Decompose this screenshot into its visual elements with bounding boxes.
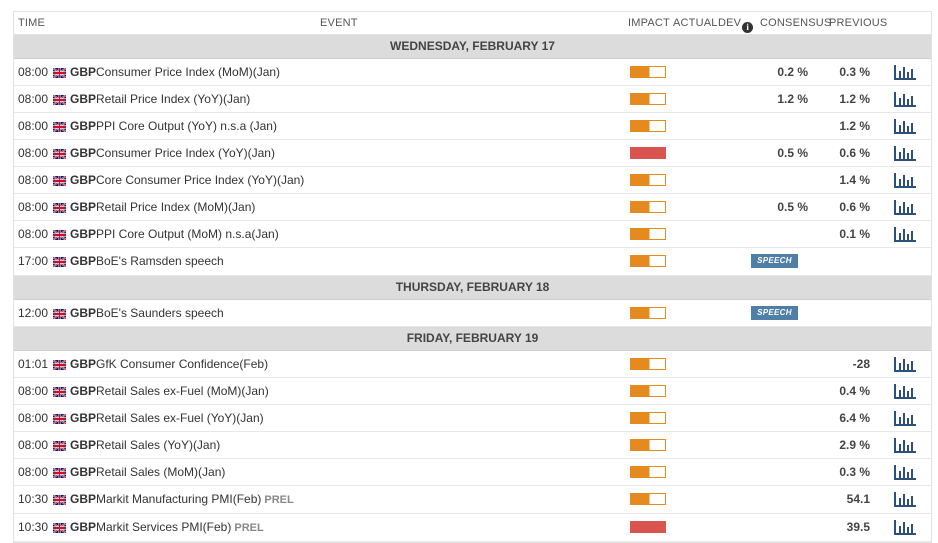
currency-code: GBP xyxy=(70,119,97,133)
event-time: 08:00 xyxy=(18,227,49,241)
uk-flag-icon xyxy=(53,175,66,185)
event-time: 08:00 xyxy=(18,438,49,452)
event-time: 12:00 xyxy=(18,306,49,320)
currency-code: GBP xyxy=(70,254,97,268)
previous-value: -28 xyxy=(852,357,870,371)
event-row[interactable] xyxy=(14,86,931,113)
event-time: 08:00 xyxy=(18,119,49,133)
event-name-text: BoE's Saunders speech xyxy=(96,306,224,320)
event-row[interactable] xyxy=(14,405,931,432)
currency-code: GBP xyxy=(70,438,97,452)
event-time: 08:00 xyxy=(18,411,49,425)
event-time: 08:00 xyxy=(18,146,49,160)
bar-chart-icon[interactable] xyxy=(894,64,916,80)
event-time: 08:00 xyxy=(18,384,49,398)
bar-chart-icon[interactable] xyxy=(894,356,916,372)
previous-value: 54.1 xyxy=(846,492,870,506)
speech-badge: SPEECH xyxy=(751,254,798,268)
col-dev[interactable] xyxy=(718,17,750,32)
event-note: PREL xyxy=(264,494,294,506)
event-time: 08:00 xyxy=(18,173,49,187)
currency-code: GBP xyxy=(70,227,97,241)
impact-medium-indicator xyxy=(630,385,666,397)
event-name[interactable] xyxy=(96,92,250,106)
event-row[interactable] xyxy=(14,167,931,194)
event-time: 08:00 xyxy=(18,92,49,106)
currency-code: GBP xyxy=(70,173,97,187)
event-name-text: Consumer Price Index (YoY)(Jan) xyxy=(96,146,275,160)
impact-medium-indicator xyxy=(630,93,666,105)
event-row[interactable] xyxy=(14,248,931,276)
previous-value: 1.4 % xyxy=(839,173,870,187)
bar-chart-icon[interactable] xyxy=(894,118,916,134)
event-name-text: Retail Sales ex-Fuel (MoM)(Jan) xyxy=(96,384,269,398)
uk-flag-icon xyxy=(53,67,66,77)
event-row[interactable] xyxy=(14,113,931,140)
bar-chart-icon[interactable] xyxy=(894,199,916,215)
event-name[interactable] xyxy=(96,465,225,479)
bar-chart-icon[interactable] xyxy=(894,383,916,399)
currency-code: GBP xyxy=(70,384,97,398)
impact-medium-indicator xyxy=(630,466,666,478)
info-icon[interactable]: i xyxy=(742,22,753,33)
event-row[interactable] xyxy=(14,140,931,167)
impact-high-indicator xyxy=(630,147,666,159)
col-consensus[interactable]: CONSENSUS xyxy=(760,17,832,29)
uk-flag-icon xyxy=(53,148,66,158)
event-name[interactable] xyxy=(96,520,264,534)
bar-chart-icon[interactable] xyxy=(894,437,916,453)
uk-flag-icon xyxy=(53,229,66,239)
bar-chart-icon[interactable] xyxy=(894,410,916,426)
uk-flag-icon xyxy=(53,522,66,532)
uk-flag-icon xyxy=(53,386,66,396)
event-name-text: Retail Sales (MoM)(Jan) xyxy=(96,465,226,479)
event-row[interactable] xyxy=(14,432,931,459)
event-row[interactable] xyxy=(14,300,931,327)
economic-calendar xyxy=(13,11,932,543)
currency-code: GBP xyxy=(70,492,97,506)
bar-chart-icon[interactable] xyxy=(894,519,916,535)
currency-code: GBP xyxy=(70,357,97,371)
col-time[interactable]: TIME xyxy=(18,17,46,29)
impact-medium-indicator xyxy=(630,228,666,240)
event-name-text: Markit Manufacturing PMI(Feb) xyxy=(96,492,262,506)
impact-medium-indicator xyxy=(630,174,666,186)
uk-flag-icon xyxy=(53,413,66,423)
bar-chart-icon[interactable] xyxy=(894,91,916,107)
bar-chart-icon[interactable] xyxy=(894,464,916,480)
currency-code: GBP xyxy=(70,65,97,79)
event-time: 17:00 xyxy=(18,254,49,268)
event-name[interactable] xyxy=(96,119,277,133)
previous-value: 0.6 % xyxy=(839,200,870,214)
impact-medium-indicator xyxy=(630,358,666,370)
event-row[interactable] xyxy=(14,59,931,86)
event-name[interactable] xyxy=(96,254,224,268)
event-name[interactable] xyxy=(96,438,220,452)
previous-value: 0.3 % xyxy=(839,465,870,479)
impact-medium-indicator xyxy=(630,307,666,319)
impact-medium-indicator xyxy=(630,439,666,451)
uk-flag-icon xyxy=(53,94,66,104)
bar-chart-icon[interactable] xyxy=(894,491,916,507)
impact-medium-indicator xyxy=(630,412,666,424)
uk-flag-icon xyxy=(53,494,66,504)
event-name[interactable] xyxy=(96,65,280,79)
calendar-body xyxy=(14,35,931,542)
currency-code: GBP xyxy=(70,520,97,534)
previous-value: 0.3 % xyxy=(839,65,870,79)
col-actual[interactable]: ACTUAL xyxy=(673,17,718,29)
event-name[interactable] xyxy=(96,492,294,506)
event-name[interactable] xyxy=(96,384,269,398)
impact-medium-indicator xyxy=(630,201,666,213)
previous-value: 0.1 % xyxy=(839,227,870,241)
uk-flag-icon xyxy=(53,121,66,131)
event-row[interactable] xyxy=(14,194,931,221)
event-name[interactable] xyxy=(96,146,275,160)
event-name-text: Retail Price Index (MoM)(Jan) xyxy=(96,200,256,214)
event-name[interactable] xyxy=(96,200,255,214)
event-time: 08:00 xyxy=(18,465,49,479)
event-name[interactable] xyxy=(96,227,279,241)
event-name-text: Retail Sales (YoY)(Jan) xyxy=(96,438,221,452)
event-name[interactable] xyxy=(96,173,304,187)
event-name-text: Retail Sales ex-Fuel (YoY)(Jan) xyxy=(96,411,264,425)
currency-code: GBP xyxy=(70,411,97,425)
event-row[interactable] xyxy=(14,351,931,378)
event-name-text: Consumer Price Index (MoM)(Jan) xyxy=(96,65,281,79)
day-header: FRIDAY, FEBRUARY 19 xyxy=(14,327,931,351)
event-time: 08:00 xyxy=(18,65,49,79)
previous-value: 0.4 % xyxy=(839,384,870,398)
bar-chart-icon[interactable] xyxy=(894,172,916,188)
impact-high-indicator xyxy=(630,521,666,533)
uk-flag-icon xyxy=(53,256,66,266)
currency-code: GBP xyxy=(70,465,97,479)
impact-medium-indicator xyxy=(630,120,666,132)
consensus-value: 0.2 % xyxy=(777,65,808,79)
event-name-text: BoE's Ramsden speech xyxy=(96,254,224,268)
previous-value: 1.2 % xyxy=(839,119,870,133)
uk-flag-icon xyxy=(53,308,66,318)
event-name-text: Core Consumer Price Index (YoY)(Jan) xyxy=(96,173,305,187)
event-note: PREL xyxy=(234,522,264,534)
previous-value: 39.5 xyxy=(846,520,870,534)
event-name-text: Retail Price Index (YoY)(Jan) xyxy=(96,92,251,106)
uk-flag-icon xyxy=(53,202,66,212)
event-name-text: PPI Core Output (YoY) n.s.a (Jan) xyxy=(96,119,277,133)
event-row[interactable] xyxy=(14,514,931,542)
impact-medium-indicator xyxy=(630,255,666,267)
event-name-text: Markit Services PMI(Feb) xyxy=(96,520,232,534)
day-header: WEDNESDAY, FEBRUARY 17 xyxy=(14,35,931,59)
impact-medium-indicator xyxy=(630,493,666,505)
event-time: 01:01 xyxy=(18,357,49,371)
day-header: THURSDAY, FEBRUARY 18 xyxy=(14,276,931,300)
event-name[interactable] xyxy=(96,411,264,425)
bar-chart-icon[interactable] xyxy=(894,145,916,161)
calendar-header xyxy=(14,11,931,35)
impact-medium-indicator xyxy=(630,66,666,78)
event-time: 10:30 xyxy=(18,492,49,506)
event-row[interactable] xyxy=(14,378,931,405)
event-time: 08:00 xyxy=(18,200,49,214)
event-name[interactable] xyxy=(96,306,224,320)
currency-code: GBP xyxy=(70,306,97,320)
event-row[interactable] xyxy=(14,486,931,514)
event-name[interactable] xyxy=(96,357,268,371)
consensus-value: 1.2 % xyxy=(777,92,808,106)
uk-flag-icon xyxy=(53,440,66,450)
bar-chart-icon[interactable] xyxy=(894,226,916,242)
currency-code: GBP xyxy=(70,146,97,160)
previous-value: 2.9 % xyxy=(839,438,870,452)
event-name-text: PPI Core Output (MoM) n.s.a(Jan) xyxy=(96,227,279,241)
speech-badge: SPEECH xyxy=(751,306,798,320)
event-name-text: GfK Consumer Confidence(Feb) xyxy=(96,357,269,371)
event-time: 10:30 xyxy=(18,520,49,534)
col-event[interactable]: EVENT xyxy=(320,17,358,29)
consensus-value: 0.5 % xyxy=(777,146,808,160)
uk-flag-icon xyxy=(53,359,66,369)
previous-value: 0.6 % xyxy=(839,146,870,160)
col-previous[interactable]: PREVIOUS xyxy=(829,17,888,29)
uk-flag-icon xyxy=(53,467,66,477)
currency-code: GBP xyxy=(70,200,97,214)
consensus-value: 0.5 % xyxy=(777,200,808,214)
event-row[interactable] xyxy=(14,459,931,486)
col-impact[interactable]: IMPACT xyxy=(628,17,670,29)
event-row[interactable] xyxy=(14,221,931,248)
previous-value: 1.2 % xyxy=(839,92,870,106)
col-dev-label: DEV xyxy=(718,17,742,29)
previous-value: 6.4 % xyxy=(839,411,870,425)
currency-code: GBP xyxy=(70,92,97,106)
